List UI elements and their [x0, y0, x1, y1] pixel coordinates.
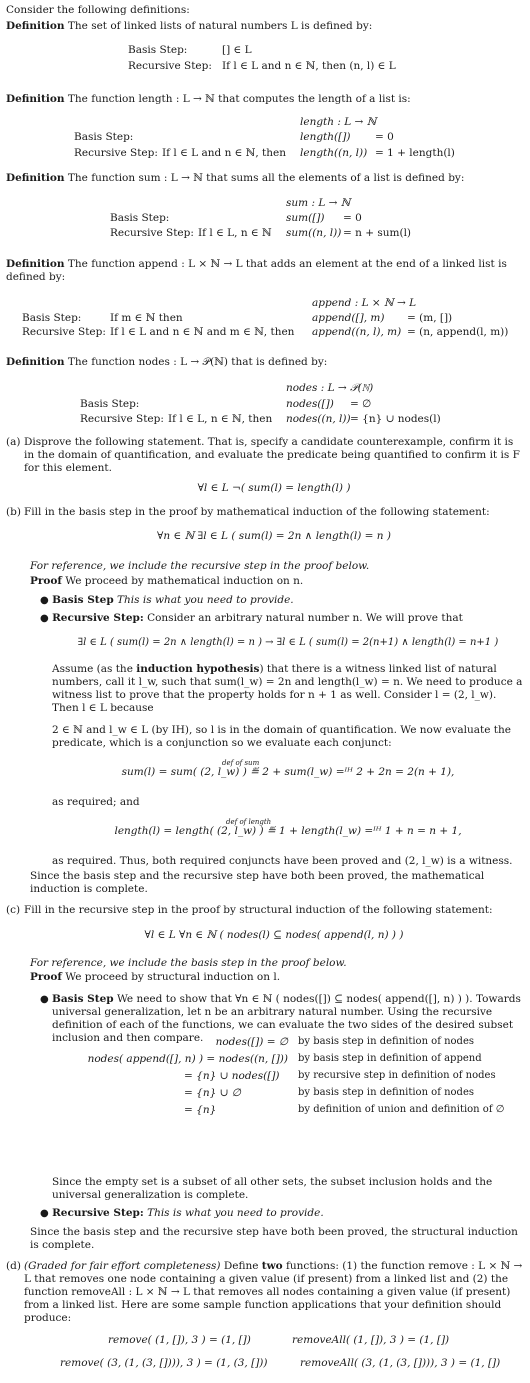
- basis-paragraph: Basis Step We need to show that ∀n ∈ ℕ ( nodes([]) ⊆ nodes( append([], n) ) ). Towards universal generalization, let n be an arbitrary natural number. Using the recursive definition of each of the functions, we can evaluate the two sides of the desired subset inclusion and then compare.: [52, 993, 521, 1044]
- rec-rhs: = {n} ∪ nodes(l): [350, 413, 441, 425]
- rec-rhs: = (n, append(l, m)): [407, 326, 509, 338]
- rec-lhs: append((n, l), m): [312, 326, 402, 338]
- rec-rhs: = 1 + length(l): [375, 147, 455, 159]
- example-0: remove( (1, []), 3 ) = (1, []): [108, 1334, 251, 1346]
- bullet-icon: ●: [40, 595, 49, 606]
- basis-label: Basis Step:: [128, 44, 188, 56]
- basis-label: Basis Step:: [80, 398, 140, 410]
- table-lhs-0: nodes([]) = ∅: [215, 1036, 288, 1048]
- example-3: removeAll( (3, (1, (3, []))), 3 ) = (1, []): [300, 1357, 501, 1369]
- bullet-basis: ● Basis Step This is what you need to provide.: [40, 594, 294, 606]
- basis-label: Basis Step:: [110, 212, 170, 224]
- part-a-formula: ∀l ∈ L ¬( sum(l) = length(l) ): [197, 482, 351, 494]
- part-b-proof: Proof We proceed by mathematical induction on n.: [30, 575, 304, 587]
- sig: append : L × ℕ → L: [312, 297, 417, 309]
- conclude: as required. Thus, both required conjuncts have been proved and (2, l_w) is a witness.: [52, 855, 513, 867]
- part-c-text: Fill in the recursive step in the proof by structural induction of the following statement:: [24, 904, 493, 916]
- basis-lhs: nodes([]): [286, 398, 334, 410]
- table-just-0: by basis step in definition of nodes: [298, 1036, 474, 1047]
- part-c-ref: For reference, we include the basis step in the proof below.: [30, 957, 347, 969]
- subset-paragraph: Since the empty set is a subset of all other sets, the subset inclusion holds and the universal generalization is complete.: [52, 1176, 493, 1201]
- definition-nodes: Definition The function nodes : L → 𝒫(ℕ) that is defined by:: [6, 356, 328, 368]
- sig: nodes : L → 𝒫(ℕ): [286, 382, 374, 394]
- part-c-proof: Proof We proceed by structural induction on l.: [30, 971, 281, 983]
- table-just-1: by basis step in definition of append: [298, 1053, 482, 1064]
- as-required: as required; and: [52, 796, 140, 808]
- basis-cond: If m ∈ ℕ then: [110, 312, 183, 324]
- bullet-recursive-c: ● Recursive Step: This is what you need to provide.: [40, 1207, 324, 1219]
- rec-formula: ∃l ∈ L ( sum(l) = 2n ∧ length(l) = n ) → ∃l ∈ L ( sum(l) = 2(n+1) ∧ length(l) = n+1 ): [77, 637, 499, 648]
- assume-paragraph: Assume (as the induction hypothesis) that there is a witness linked list of natural numbers, call it l_w, such that sum(l_w) = 2n and length(l_w) = n. We need to produce a witness list to prove that the property holds for n + 1 as well. Consider l = (2, l_w). Then l ∈ L because: [52, 663, 523, 714]
- part-b-ref: For reference, we include the recursive step in the proof below.: [30, 560, 370, 572]
- table-just-2: by recursive step in definition of nodes: [298, 1070, 496, 1081]
- domain-paragraph: 2 ∈ ℕ and l_w ∈ L (by IH), so l is in the domain of quantification. We now evaluate the predicate, which is a conjunction so we evaluate each conjunct:: [52, 724, 511, 749]
- basis: [] ∈ L: [222, 44, 252, 56]
- bullet-recursive: ● Recursive Step: Consider an arbitrary natural number n. We will prove that: [40, 612, 463, 624]
- rec: If l ∈ L and n ∈ ℕ, then (n, l) ∈ L: [222, 60, 396, 72]
- definition-append: Definition The function append : L × ℕ → L that adds an element at the end of a linked list is defined by:: [6, 258, 507, 283]
- rec-cond: If l ∈ L and n ∈ ℕ, then: [162, 147, 287, 159]
- bullet-icon: ●: [40, 613, 49, 624]
- bullet-icon: ●: [40, 1208, 49, 1219]
- basis-lhs: append([], m): [312, 312, 385, 324]
- rec-lhs: nodes((n, l)): [286, 413, 351, 425]
- basis-rhs: = (m, []): [407, 312, 453, 324]
- part-b-formula: ∀n ∈ ℕ ∃l ∈ L ( sum(l) = 2n ∧ length(l) = n ): [157, 530, 391, 542]
- table-just-4: by definition of union and definition of ∅: [298, 1104, 505, 1115]
- example-1: removeAll( (1, []), 3 ) = (1, []): [292, 1334, 450, 1346]
- eq1-note: def of sum: [222, 759, 260, 767]
- definition-list: [6, 20, 372, 33]
- sig: length : L → ℕ: [300, 116, 377, 128]
- basis-rhs: = 0: [343, 212, 362, 224]
- bullet-icon: ●: [40, 994, 49, 1005]
- eq2-note: def of length: [226, 818, 272, 826]
- part-c-label: (c): [6, 904, 21, 916]
- basis-label: Basis Step:: [74, 131, 134, 143]
- part-c-formula: ∀l ∈ L ∀n ∈ ℕ ( nodes(l) ⊆ nodes( append(l, n) ) ): [144, 929, 404, 941]
- definition-sum: Definition The function sum : L → ℕ that sums all the elements of a list is defined by:: [6, 172, 465, 184]
- rec-lhs: sum((n, l)): [286, 227, 342, 239]
- rec-rhs: = n + sum(l): [343, 227, 412, 239]
- table-lhs-1: nodes( append([], n) ) = nodes((n, [])): [87, 1053, 288, 1065]
- basis-rhs: = ∅: [350, 398, 372, 410]
- rec-cond: If l ∈ L and n ∈ ℕ and m ∈ ℕ, then: [110, 326, 295, 338]
- part-a-text: Disprove the following statement. That is, specify a candidate counterexample, confirm it is in the domain of quantification, and evaluate the predicate being quantified to confirm it is F for this element.: [24, 436, 520, 474]
- eq2: length(l) = length( (2, l_w) ) ≝ 1 + length(l_w) =ᴵᴴ 1 + n = n + 1,: [114, 825, 462, 837]
- def-text: The set of linked lists of natural numbers L is defined by:: [67, 20, 373, 32]
- table-lhs-3: = {n} ∪ ∅: [184, 1087, 241, 1099]
- table-just-3: by basis step in definition of nodes: [298, 1087, 474, 1098]
- sig: sum : L → ℕ: [286, 197, 351, 209]
- rec-label: Recursive Step:: [74, 147, 158, 159]
- part-b-text: Fill in the basis step in the proof by mathematical induction of the following statement:: [24, 506, 490, 518]
- part-d-text: (Graded for fair effort completeness) Define two functions: (1) the function remove : L × ℕ → L that removes one node containing a given value (if present) from a linked list and (2) the function removeAll : L × ℕ → L that removes all nodes containing a given value (if present) from a linked list. Here are some sample function applications that your definition should produce:: [24, 1260, 523, 1324]
- table-lhs-4: = {n}: [184, 1104, 217, 1116]
- example-2: remove( (3, (1, (3, []))), 3 ) = (1, (3, [])): [60, 1357, 268, 1369]
- basis-lhs: length([]): [300, 131, 351, 143]
- eq1: sum(l) = sum( (2, l_w) ) ≝ 2 + sum(l_w) =ᴵᴴ 2 + 2n = 2(n + 1),: [121, 766, 455, 778]
- rec-label: Recursive Step:: [22, 326, 106, 338]
- basis-rhs: = 0: [375, 131, 394, 143]
- basis-label: Basis Step:: [22, 312, 82, 324]
- since-b: Since the basis step and the recursive step have both been proved, the mathematical induction is complete.: [30, 870, 485, 895]
- part-b-label: (b): [6, 506, 21, 518]
- part-a-label: (a): [6, 436, 21, 448]
- rec-cond: If l ∈ L, n ∈ ℕ: [198, 227, 272, 239]
- intro: Consider the following definitions:: [6, 4, 190, 16]
- def-label: Definition: [6, 20, 65, 32]
- table-lhs-2: = {n} ∪ nodes([]): [184, 1070, 280, 1082]
- since-c: Since the basis step and the recursive step have both been proved, the structural induction is complete.: [30, 1226, 518, 1251]
- rec-label: Recursive Step:: [80, 413, 164, 425]
- rec-lhs: length((n, l)): [300, 147, 368, 159]
- part-d-label: (d): [6, 1260, 21, 1272]
- rec-cond: If l ∈ L, n ∈ ℕ, then: [168, 413, 273, 425]
- rec-label: Recursive Step:: [128, 60, 212, 72]
- basis-lhs: sum([]): [286, 212, 325, 224]
- rec-label: Recursive Step:: [110, 227, 194, 239]
- definition-length: Definition The function length : L → ℕ that computes the length of a list is:: [6, 93, 411, 105]
